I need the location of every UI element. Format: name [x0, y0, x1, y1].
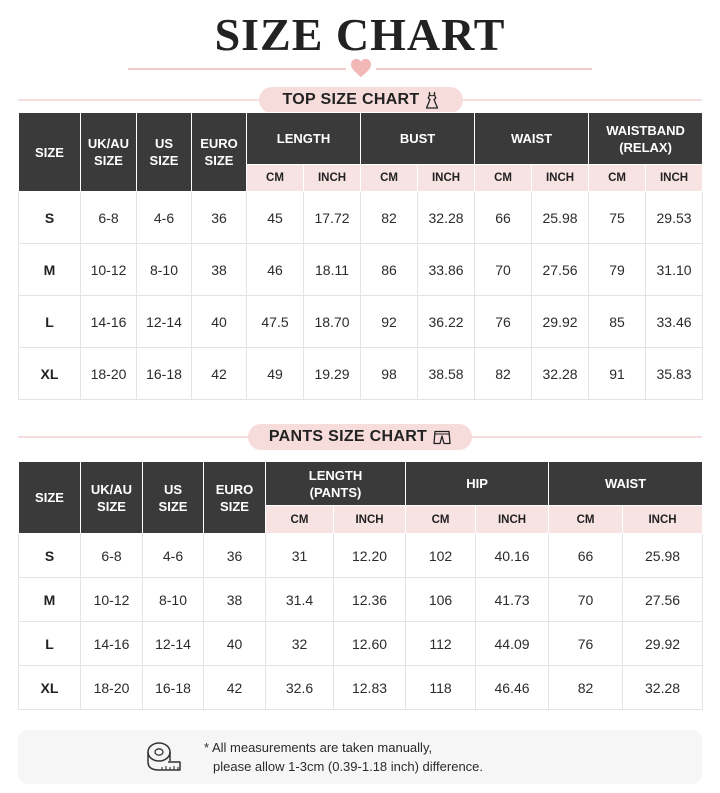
table-cell: 36 — [192, 192, 247, 244]
header-hip: HIP — [406, 462, 549, 506]
header-length: LENGTH — [247, 113, 361, 165]
table-cell: 76 — [549, 622, 623, 666]
table-cell: 36.22 — [418, 296, 475, 348]
pants-size-table — [18, 461, 703, 710]
table-row — [19, 578, 703, 622]
table-cell: 12-14 — [137, 296, 192, 348]
header-waist: WAIST — [475, 113, 589, 165]
table-cell: 98 — [361, 348, 418, 400]
table-cell: 75 — [589, 192, 646, 244]
table-cell: 32.6 — [266, 666, 334, 710]
table-cell: 76 — [475, 296, 532, 348]
table-cell: 12-14 — [143, 622, 204, 666]
unit-header: INCH — [418, 165, 475, 192]
size-label-cell: S — [19, 534, 81, 578]
size-label-cell: L — [19, 622, 81, 666]
size-label-cell: S — [19, 192, 81, 244]
table-cell: 18.70 — [304, 296, 361, 348]
table-cell: 29.92 — [623, 622, 703, 666]
table-cell: 91 — [589, 348, 646, 400]
header-us: US SIZE — [137, 113, 192, 192]
table-cell: 32.28 — [532, 348, 589, 400]
table-cell: 32 — [266, 622, 334, 666]
table-cell: 32.28 — [623, 666, 703, 710]
table-cell: 18.11 — [304, 244, 361, 296]
unit-header: CM — [589, 165, 646, 192]
header-size: SIZE — [19, 113, 81, 192]
table-cell: 40.16 — [476, 534, 549, 578]
table-cell: 18-20 — [81, 348, 137, 400]
table-row — [19, 534, 703, 578]
unit-header: CM — [361, 165, 418, 192]
table-row — [19, 296, 703, 348]
top-size-table — [18, 112, 703, 400]
table-cell: 8-10 — [143, 578, 204, 622]
table-cell: 82 — [361, 192, 418, 244]
table-cell: 36 — [204, 534, 266, 578]
unit-header: CM — [266, 506, 334, 534]
table-row — [19, 666, 703, 710]
table-cell: 19.29 — [304, 348, 361, 400]
unit-header: INCH — [304, 165, 361, 192]
header-waistband: WAISTBAND (RELAX) — [589, 113, 703, 165]
table-cell: 46.46 — [476, 666, 549, 710]
table-cell: 92 — [361, 296, 418, 348]
size-label-cell: M — [19, 578, 81, 622]
title-divider-left — [128, 68, 346, 70]
table-cell: 17.72 — [304, 192, 361, 244]
table-cell: 27.56 — [532, 244, 589, 296]
header-waist: WAIST — [549, 462, 703, 506]
note-line-1: * All measurements are taken manually, — [204, 740, 433, 755]
header-us: US SIZE — [143, 462, 204, 534]
unit-header: CM — [549, 506, 623, 534]
table-cell: 27.56 — [623, 578, 703, 622]
table-cell: 85 — [589, 296, 646, 348]
pants-heading-label: PANTS SIZE CHART — [268, 428, 428, 445]
table-cell: 29.92 — [532, 296, 589, 348]
table-cell: 82 — [475, 348, 532, 400]
title-divider-right — [376, 68, 592, 70]
table-cell: 46 — [247, 244, 304, 296]
header-length-pants: LENGTH (PANTS) — [266, 462, 406, 506]
table-cell: 4-6 — [137, 192, 192, 244]
header-euro: EURO SIZE — [204, 462, 266, 534]
table-cell: 118 — [406, 666, 476, 710]
unit-header: INCH — [334, 506, 406, 534]
table-cell: 70 — [549, 578, 623, 622]
table-cell: 38.58 — [418, 348, 475, 400]
table-cell: 33.46 — [646, 296, 703, 348]
table-cell: 12.20 — [334, 534, 406, 578]
table-cell: 49 — [247, 348, 304, 400]
table-cell: 82 — [549, 666, 623, 710]
table-cell: 6-8 — [81, 192, 137, 244]
table-cell: 12.36 — [334, 578, 406, 622]
table-cell: 10-12 — [81, 244, 137, 296]
pants-size-chart-heading — [248, 424, 472, 450]
table-cell: 14-16 — [81, 622, 143, 666]
table-cell: 31.10 — [646, 244, 703, 296]
table-cell: 40 — [192, 296, 247, 348]
table-row — [19, 348, 703, 400]
header-euro: EURO SIZE — [192, 113, 247, 192]
header-bust: BUST — [361, 113, 475, 165]
note-line-2: please allow 1-3cm (0.39-1.18 inch) difference. — [213, 759, 484, 774]
unit-header: INCH — [646, 165, 703, 192]
table-cell: 31 — [266, 534, 334, 578]
table-cell: 106 — [406, 578, 476, 622]
header-ukau: UK/AU SIZE — [81, 113, 137, 192]
table-cell: 40 — [204, 622, 266, 666]
unit-header: CM — [475, 165, 532, 192]
size-label-cell: M — [19, 244, 81, 296]
table-cell: 42 — [204, 666, 266, 710]
table-cell: 25.98 — [532, 192, 589, 244]
table-cell: 41.73 — [476, 578, 549, 622]
table-cell: 70 — [475, 244, 532, 296]
page-title: SIZE CHART — [214, 9, 506, 60]
table-cell: 42 — [192, 348, 247, 400]
header-size: SIZE — [19, 462, 81, 534]
size-label-cell: L — [19, 296, 81, 348]
table-cell: 112 — [406, 622, 476, 666]
table-cell: 31.4 — [266, 578, 334, 622]
unit-header: INCH — [476, 506, 549, 534]
table-cell: 32.28 — [418, 192, 475, 244]
table-cell: 16-18 — [143, 666, 204, 710]
table-cell: 8-10 — [137, 244, 192, 296]
top-heading-label: TOP SIZE CHART — [282, 91, 420, 108]
table-cell: 18-20 — [81, 666, 143, 710]
table-row — [19, 244, 703, 296]
measurement-note — [18, 730, 702, 784]
dress-icon — [425, 91, 439, 109]
table-cell: 79 — [589, 244, 646, 296]
table-cell: 45 — [247, 192, 304, 244]
top-size-chart-heading — [259, 87, 463, 113]
table-cell: 14-16 — [81, 296, 137, 348]
table-cell: 102 — [406, 534, 476, 578]
table-cell: 35.83 — [646, 348, 703, 400]
table-cell: 4-6 — [143, 534, 204, 578]
note-text — [204, 738, 483, 776]
table-cell: 29.53 — [646, 192, 703, 244]
table-cell: 10-12 — [81, 578, 143, 622]
unit-header: INCH — [532, 165, 589, 192]
table-cell: 66 — [475, 192, 532, 244]
unit-header: CM — [406, 506, 476, 534]
table-cell: 12.60 — [334, 622, 406, 666]
table-cell: 44.09 — [476, 622, 549, 666]
table-cell: 25.98 — [623, 534, 703, 578]
size-label-cell: XL — [19, 348, 81, 400]
size-label-cell: XL — [19, 666, 81, 710]
measuring-tape-icon — [146, 740, 182, 772]
table-cell: 86 — [361, 244, 418, 296]
table-cell: 16-18 — [137, 348, 192, 400]
table-cell: 38 — [204, 578, 266, 622]
table-cell: 38 — [192, 244, 247, 296]
unit-header: CM — [247, 165, 304, 192]
header-ukau: UK/AU SIZE — [81, 462, 143, 534]
table-cell: 12.83 — [334, 666, 406, 710]
table-row — [19, 622, 703, 666]
table-cell: 47.5 — [247, 296, 304, 348]
unit-header: INCH — [623, 506, 703, 534]
table-row — [19, 192, 703, 244]
table-cell: 33.86 — [418, 244, 475, 296]
shorts-icon — [433, 430, 451, 445]
heart-icon — [350, 58, 372, 78]
table-cell: 66 — [549, 534, 623, 578]
table-cell: 6-8 — [81, 534, 143, 578]
